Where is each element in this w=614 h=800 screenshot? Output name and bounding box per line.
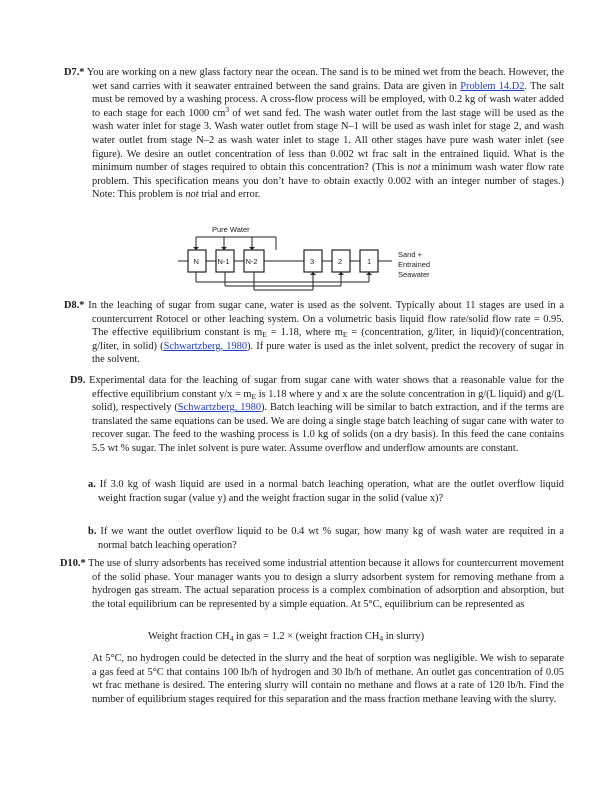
stage-label: 1 [367,257,372,266]
problem-d7: D7.* You are working on a new glass factory near the ocean. The sand is to be mined wet from the beach. However, the wet sand carries with it seawater entrained between the sand grains. Data are given in Problem 14.D2. The salt must be removed by a washing process. A cross-flow process will be employed, with 0.2 kg of wash water added to each stage for each 1000 $cm^3$ of wet sand fed. The wash water outlet from the last stage will be used as the wash water inlet for stage 3. Wash water outlet from stage N–1 will be used as wash inlet for stage 2, and wash water outlet from stage N–2 as wash water inlet to stage 1. All other stages have pure wash water inlet (see figure). We desire an outlet concentration of less than 0.002 wt frac salt in the entrained liquid. What is the minimum number of stages required to obtain this concentration? (This is not a minimum wash water flow rate problem. This specification means you don’t have to obtain exactly 0.002 with an integer number of stages.) Note: This problem is not trial and error. [64,67,565,201]
equilibrium-equation: Weight fraction $CH_4$ in gas = 1.2 × (weight fraction $CH_4$ in slurry) [148,631,425,643]
stage-label: 3 [310,257,315,266]
stage-label: N [193,257,199,266]
problem-d10: D10.* The use of slurry adsorbents has received some industrial attention because it allows for countercurrent movement of the solid phase. Your manager wants you to design a slurry adsorbent system for removing methane from a hydrogen gas stream. The actual separation process is a complex combination of adsorption and absorption, but the total equilibrium can be represented by a simple equation. At 5°C, equilibrium can be represented as [60,558,564,610]
problem-d8: D8.* In the leaching of sugar from sugar cane, water is used as the solvent. Typically about 11 stages are used in a countercurrent Rotocel or other leaching system. On a volumetric basis liquid flow rate/solid flow rate = 0.95. The effective equilibrium constant is $m_E = 1.18$, where $m_E$ = (concentration, g/liter, in liquid)/(concentration, g/liter, in solid) (Schwartzberg, 1980). If pure water is used as the inlet solvent, predict the recovery of sugar in the solvent. [64,300,565,366]
problem-d9-part-b: b. If we want the outlet overflow liquid to be 0.4 wt % sugar, how many kg of wash water are required in a normal batch leaching operation? [88,526,564,551]
stage-label: 2 [338,257,343,266]
pure-water-label: Pure Water [212,225,250,234]
cross-flow-washing-figure [176,222,466,294]
stage-label: N-2 [245,257,258,266]
problem-d9: D9. Experimental data for the leaching of sugar from sugar cane with water shows that a reasonable value for the effective equilibrium constant $y/x = m_E$ is 1.18 where y and x are the solute concentration in g/(L liquid) and g/(L solid), respectively (Schwartzberg, 1980). Batch leaching will be similar to batch extraction, and if the terms are translated the same equations can be used. We are doing a single stage batch leaching of sugar cane with water to recover sugar. The feed to the washing process is 1.0 kg of solids (on a dry basis). In this feed the cane contains 5.5 wt % sugar. The inlet solvent is pure water. Assume overflow and underflow amounts are constant. [70,375,565,454]
problem-d7-label: D7.* [64,67,85,78]
outlet-label-line: Sand + [398,250,422,259]
problem-14-d2-link[interactable]: Problem 14.D2 [460,80,525,92]
problem-d9-part-a: a. If 3.0 kg of wash liquid are used in a normal batch leaching operation, what are the outlet overflow liquid weight fraction sugar (value y) and the weight fraction sugar in the solid (value x)? [88,479,564,504]
problem-d10-continued: At 5°C, no hydrogen could be detected in the slurry and the heat of sorption was negligible. We wish to separate a gas feed at 5°C that contains 100 lb/h of hydrogen and 30 lb/h of methane. An outlet gas concentration of 0.05 wt frac methane is desired. The entering slurry will contain no methane and flows at a rate of 120 lb/h. Find the number of equilibrium stages required for this separation and the mass fraction methane leaving with the slurry. [92,653,564,705]
problem-d10-label: D10.* [60,558,86,569]
schwartzberg-1980-link[interactable]: Schwartzberg, 1980 [177,402,262,414]
outlet-label-line: Entrained [398,260,431,269]
outlet-label-line: Seawater [398,270,430,279]
problem-d8-label: D8.* [64,300,85,311]
schwartzberg-1980-link[interactable]: Schwartzberg, 1980 [163,340,248,352]
problem-d9-label: D9. [70,375,86,386]
stage-label: N-1 [217,257,230,266]
